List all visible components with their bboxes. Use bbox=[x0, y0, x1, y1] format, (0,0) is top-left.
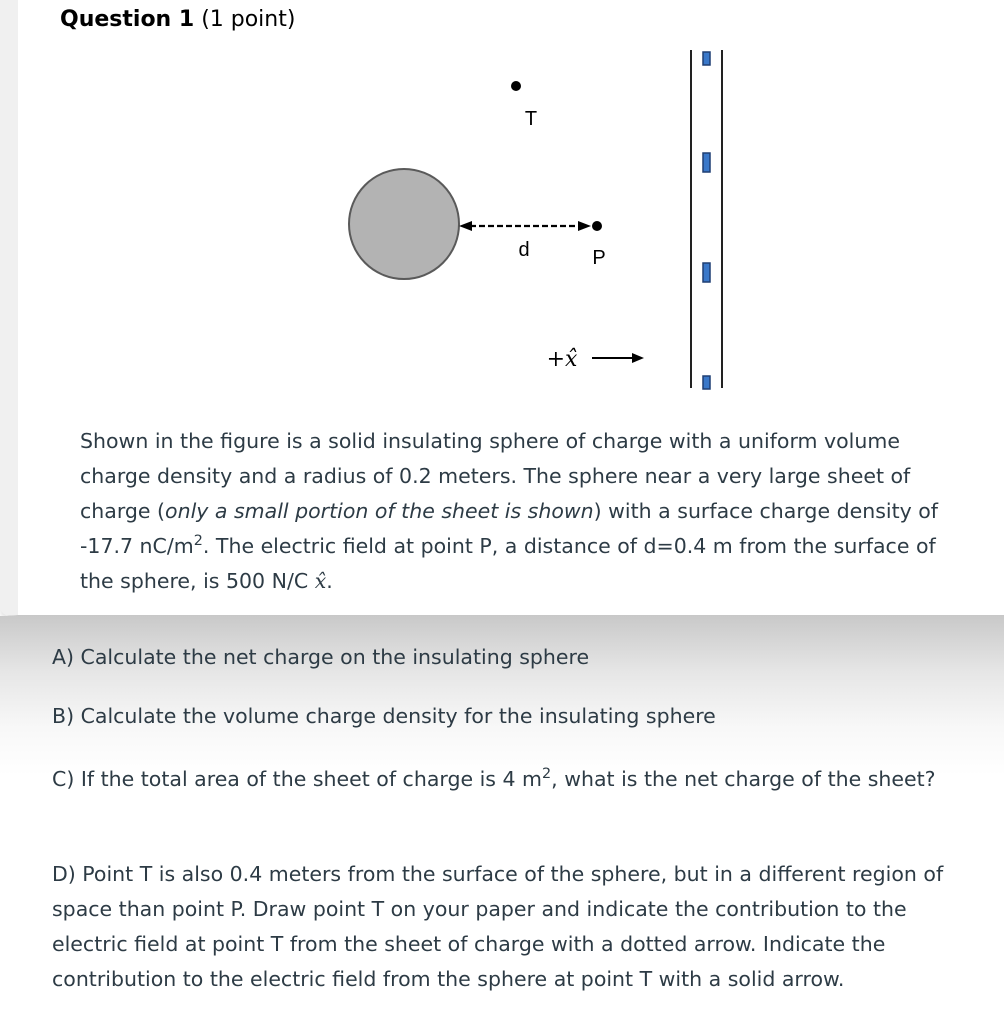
sheet-charge-mark bbox=[703, 376, 710, 389]
question-number: Question 1 bbox=[60, 7, 195, 32]
part-c-text-2: , what is the net charge of the sheet? bbox=[551, 767, 936, 791]
problem-statement bbox=[80, 424, 960, 599]
axis-arrowhead bbox=[632, 353, 644, 363]
statement-unit-vector: x̂ bbox=[314, 569, 327, 593]
point-p-dot bbox=[592, 221, 602, 231]
sheet-charge-mark bbox=[703, 263, 710, 282]
axis-label: +x̂ bbox=[546, 347, 578, 372]
distance-arrowhead-left bbox=[459, 221, 472, 231]
statement-text-2: ) with a surface charge density of -17.7 nC/m bbox=[80, 499, 939, 558]
sheet-charge-mark bbox=[703, 52, 710, 65]
statement-italic: only a small portion of the sheet is shown bbox=[165, 499, 594, 523]
part-c-text-1: C) If the total area of the sheet of charge is 4 m bbox=[52, 767, 543, 791]
statement-text-3: . The electric field at point P, a distance of d=0.4 m from the surface of the sphere, is 500 N/C bbox=[80, 534, 936, 593]
part-d: D) Point T is also 0.4 meters from the surface of the sphere, but in a different region of space than point P. Draw point T on your paper and indicate the contribution to the electric field at point T from the sheet of charge with a dotted arrow. Indicate the contribution to the electric field from the sphere at point T with a solid arrow. bbox=[52, 862, 944, 991]
label-p: P bbox=[592, 247, 606, 269]
label-t: T bbox=[524, 108, 538, 130]
distance-arrowhead-right bbox=[578, 221, 591, 231]
point-t-dot bbox=[511, 81, 521, 91]
statement-text-1: Shown in the figure is a solid insulating sphere of charge with a uniform volume charge density and a radius of 0.2 meters. The sphere near a very large sheet of charge ( bbox=[80, 429, 911, 523]
part-a: A) Calculate the net charge on the insulating sphere bbox=[52, 645, 590, 669]
statement-end: . bbox=[326, 569, 333, 593]
part-c bbox=[52, 762, 987, 797]
label-d: d bbox=[518, 239, 530, 261]
sheet-charge-mark bbox=[703, 153, 710, 172]
part-c-superscript: 2 bbox=[542, 766, 552, 783]
part-b: B) Calculate the volume charge density for the insulating sphere bbox=[52, 704, 716, 728]
physics-figure bbox=[0, 0, 1004, 420]
question-points: (1 point) bbox=[201, 7, 296, 32]
statement-superscript: 2 bbox=[193, 533, 203, 550]
insulating-sphere bbox=[349, 169, 459, 279]
